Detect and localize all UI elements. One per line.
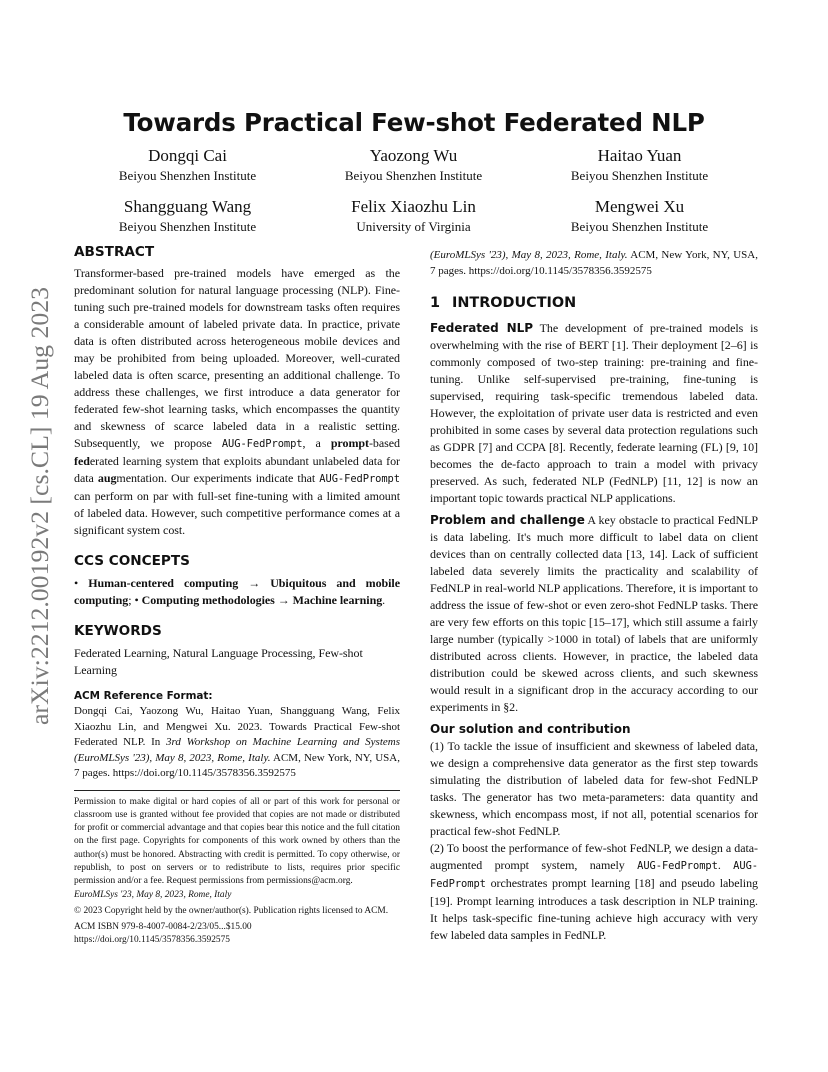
ccs-end: . <box>382 593 386 607</box>
ccs-concept: Computing methodologies <box>141 593 275 607</box>
abstract-text-part: -based <box>368 436 400 450</box>
author-affiliation: University of Virginia <box>356 219 471 234</box>
fednlp-paragraph <box>430 320 758 507</box>
author-1 <box>74 146 301 184</box>
abstract-text-part: , a <box>302 436 331 450</box>
introduction-heading <box>430 295 758 311</box>
ccs-concept: Ubiquitous and mobile computing <box>74 576 400 607</box>
arxiv-stamp-text: arXiv:2212.00192v2 [cs.CL] 19 Aug 2023 <box>27 300 54 725</box>
author-affiliation: Beiyou Shenzhen Institute <box>118 168 257 183</box>
permission-venue <box>74 889 400 902</box>
reference-continuation-text: (EuroMLSys '23), May 8, 2023, Rome, Italy. <box>430 249 628 261</box>
author-2 <box>300 146 527 184</box>
author-affiliation: Beiyou Shenzhen Institute <box>118 219 257 234</box>
paragraph-text: orchestrates prompt learning [18] and pseudo labeling [19]. Prompt learning introduces a task description in NLP training. It helps task-specific fine-tuning achieve high accuracy with very few labeled data samples in FedNLP. <box>430 876 758 942</box>
keywords-text: Federated Learning, Natural Language Processing, Few-shot Learning <box>74 646 363 677</box>
system-name: AUG-FedPrompt <box>319 473 400 485</box>
arxiv-stamp-svg <box>10 285 62 730</box>
paragraph-text: . <box>717 858 734 872</box>
reference-continuation: (EuroMLSys '23), May 8, 2023, Rome, Italy. ACM, New York, NY, USA, 7 pages. https://doi.org/10.1145/3578356.3592575 <box>430 249 758 277</box>
section-number: 1 <box>430 295 441 311</box>
ccs-concept: Human-centered computing <box>88 576 239 590</box>
author-name: Shangguang Wang <box>123 197 252 216</box>
abstract-text-part: Transformer-based pre-trained models have emerged as the predominant solution for natural language processing (NLP). Fine-tuning such pre-trained models for downstream tasks often requires a considerable amount of labeled private data. In practice, private data is often distributed across heterogeneous mobile devices and may be prohibited from being uploaded. Moreover, well-curated labeled data is often scarce, presenting an additional challenge. To address these challenges, we first introduce a data generator for federated few-shot learning tasks, which encompasses the quantity and skewness of scarce labeled data in a realistic setting. Subsequently, we propose <box>74 266 400 450</box>
paragraph-text: (2) To boost the performance of few-shot FedNLP, we design a data-augmented prompt system, namely <box>430 841 758 872</box>
paragraph-label: Problem and challenge <box>430 513 585 527</box>
abstract-text-part: mentation. Our experiments indicate that <box>116 471 320 485</box>
abstract-text-part: erated learning system that exploits abundant unlabeled data for data <box>74 454 400 485</box>
system-name: AUG-FedPrompt <box>221 438 303 450</box>
contribution-2 <box>430 840 758 944</box>
author-name: Dongqi Cai <box>148 146 227 165</box>
paragraph-text: The development of pre-trained models is overwhelming with the rise of BERT [1]. Their deployment [2–6] is commonly composed of two-step training: pre-training and fine-tuning. Unlike self-supervised pre-training, fine-tuning is supervised, requiring task-specific tremendous labeled data. However, the exploitation of private user data is restricted and even prohibited in some cases by several data protection regulations such as GDPR [7] and CCPA [8]. Recently, federate learning (FL) [9, 10] becomes the de-facto approach to train a model with privacy preserved. As such, federated NLP (FedNLP) [11, 12] is now an important topic towards practical NLP applications. <box>430 321 758 505</box>
contribution-1: (1) To tackle the issue of insufficient and skewness of labeled data, we design a comprehensive data generator as the first step towards simulating the distribution of labeled data for few-shot FedNLP tasks. The generator has two meta-parameters: data quantity and skewness, which encompass most, if not all, potential scenarios for practical few-shot FedNLP. <box>430 739 758 838</box>
author-name: Yaozong Wu <box>369 146 458 165</box>
author-6 <box>526 197 753 235</box>
ccs-arrow: → <box>248 576 261 590</box>
emphasis-fed: fed <box>74 454 90 468</box>
paragraph-label: Federated NLP <box>430 321 533 335</box>
section-title: INTRODUCTION <box>452 295 577 311</box>
solution-heading: Our solution and contribution <box>430 722 631 736</box>
right-column <box>430 244 758 944</box>
author-name: Haitao Yuan <box>597 146 682 165</box>
left-column <box>74 244 400 948</box>
ccs-concept: Machine learning <box>292 593 383 607</box>
abstract-heading: ABSTRACT <box>74 244 155 260</box>
keywords-heading: KEYWORDS <box>74 623 162 639</box>
reference-format-heading: ACM Reference Format: <box>74 690 213 702</box>
ccs-text <box>74 575 400 609</box>
ccs-arrow: → <box>277 593 290 607</box>
paragraph-text: A key obstacle to practical FedNLP is data labeling. It's much more difficult to label data on client devices than on centrally collected data [13, 14]. Lack of sufficient labeled data severely limits the practicality and scalability of FedNLP in real-world NLP applications. Therefore, it is important to address the issue of few-shot or even zero-shot FedNLP tasks. There are very few efforts on this topic [15–17], which still assume a fairly large number (typically >1000 in total) of labels that are uniformly distributed across clients. However, in practice, the labeled data distribution could be skewed across clients, and such skewness would result in a significant drop in the accuracy according to our experiments in §2. <box>430 513 759 714</box>
arxiv-stamp <box>10 285 62 730</box>
author-5 <box>300 197 527 235</box>
permission-venue-text: EuroMLSys '23, May 8, 2023, Rome, Italy <box>74 889 232 900</box>
author-affiliation: Beiyou Shenzhen Institute <box>570 219 709 234</box>
copyright-text: © 2023 Copyright held by the owner/author(s). Publication rights licensed to ACM. <box>74 905 389 916</box>
problem-paragraph <box>430 512 758 716</box>
reference-format-text <box>74 704 400 782</box>
author-name: Mengwei Xu <box>594 197 685 216</box>
ccs-heading: CCS CONCEPTS <box>74 553 190 569</box>
author-3 <box>526 146 753 184</box>
system-name: AUG-FedPrompt <box>637 860 718 872</box>
reference-venue: 3rd Workshop on Machine Learning and Systems (EuroMLSys '23), May 8, 2023, Rome, Italy. <box>74 736 401 764</box>
paper-title: Towards Practical Few-shot Federated NLP <box>123 108 705 137</box>
reference-text: Dongqi Cai, Yaozong Wu, Haitao Yuan, Shangguang Wang, Felix Xiaozhu Lin, and Mengwei Xu. 2023. Towards Practical Few-shot Federated NLP. In <box>74 705 400 748</box>
ccs-separator: ; <box>128 593 135 607</box>
isbn-text: ACM ISBN 979-8-4007-0084-2/23/05...$15.00 <box>74 922 252 933</box>
doi-text: https://doi.org/10.1145/3578356.3592575 <box>74 935 230 946</box>
emphasis-aug: aug <box>97 471 117 485</box>
permission-text: Permission to make digital or hard copies of all or part of this work for personal or classroom use is granted without fee provided that copies are not made or distributed for profit or commercial advantage and that copies bear this notice and the full citation on the first page. Copyrights for components of this work owned by others than the author(s) must be honored. Abstracting with credit is permitted. To copy otherwise, or republish, to post on servers or to redistribute to lists, requires prior specific permission and/or a fee. Request permissions from permissions@acm.org. <box>74 796 400 887</box>
system-name: AUG-FedPrompt <box>430 860 758 890</box>
ccs-bullet: • <box>134 593 139 607</box>
footnote-rule <box>74 790 400 791</box>
author-affiliation: Beiyou Shenzhen Institute <box>344 168 483 183</box>
ccs-bullet: • <box>74 576 79 590</box>
author-4 <box>74 197 301 235</box>
emphasis-prompt: prompt <box>330 436 369 450</box>
abstract-text <box>74 265 400 539</box>
author-affiliation: Beiyou Shenzhen Institute <box>570 168 709 183</box>
author-name: Felix Xiaozhu Lin <box>351 197 476 216</box>
abstract-text-part: can perform on par with full-set fine-tuning with a limited amount of labeled data. However, such competitive performance comes at a significant system cost. <box>74 489 400 537</box>
reference-text: ACM, New York, NY, USA, 7 pages. https://doi.org/10.1145/3578356.3592575 <box>74 751 400 779</box>
